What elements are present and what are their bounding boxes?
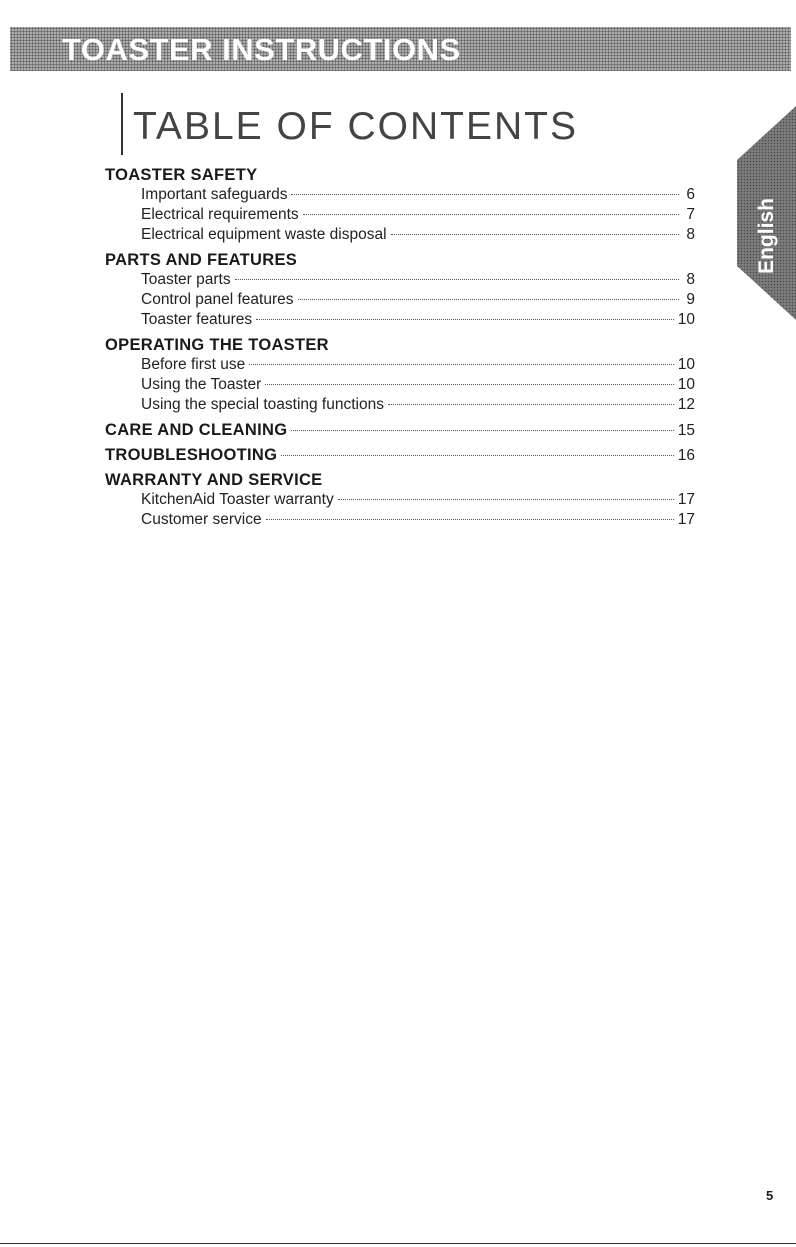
header-band [10, 27, 791, 71]
section-title: TOASTER SAFETY [105, 166, 258, 184]
toc-section [105, 165, 695, 245]
entry-title: Important safeguards [141, 186, 288, 203]
document-title: TOASTER INSTRUCTIONS [62, 32, 461, 67]
dot-leader [281, 455, 674, 456]
page-reference: 15 [677, 422, 695, 439]
language-label: English [755, 198, 778, 274]
toc-entry[interactable] [105, 490, 695, 510]
section-title: CARE AND CLEANING [105, 421, 288, 439]
dot-leader [266, 519, 674, 520]
toc-entry[interactable] [105, 510, 695, 530]
dot-leader [391, 234, 679, 235]
entry-title: Toaster features [141, 311, 253, 328]
dot-leader [256, 319, 674, 320]
entry-title: Toaster parts [141, 271, 231, 288]
dot-leader [249, 364, 674, 365]
dot-leader [303, 214, 679, 215]
page-reference: 10 [677, 356, 695, 373]
entry-title: KitchenAid Toaster warranty [141, 491, 334, 508]
section-title: OPERATING THE TOASTER [105, 336, 329, 354]
page-reference: 16 [677, 447, 695, 464]
language-tab[interactable] [737, 106, 796, 320]
toc-entry[interactable] [105, 290, 695, 310]
heading-accent-bar [121, 93, 123, 155]
toc-entry[interactable] [105, 185, 695, 205]
toc-section-entry[interactable] [105, 420, 695, 440]
entry-title: Before first use [141, 356, 246, 373]
entry-title: Using the special toasting functions [141, 396, 384, 413]
toc-section [105, 335, 695, 415]
toc-section-entry[interactable] [105, 445, 695, 465]
dot-leader [291, 194, 679, 195]
bottom-divider [0, 1243, 796, 1244]
dot-leader [388, 404, 674, 405]
section-title: WARRANTY AND SERVICE [105, 471, 323, 489]
page-reference: 8 [686, 226, 695, 243]
toc-entry[interactable] [105, 375, 695, 395]
section-title: PARTS AND FEATURES [105, 251, 298, 269]
toc-entry[interactable] [105, 270, 695, 290]
toc-section [105, 470, 695, 530]
toc-section [105, 420, 695, 440]
dot-leader [235, 279, 679, 280]
page-reference: 10 [677, 311, 695, 328]
toc-entry[interactable] [105, 225, 695, 245]
page-reference: 10 [677, 376, 695, 393]
toc-entry[interactable] [105, 395, 695, 415]
table-of-contents [105, 165, 695, 530]
page-reference: 17 [677, 491, 695, 508]
page-reference: 7 [686, 206, 695, 223]
page-number: 5 [766, 1188, 774, 1203]
toc-entry[interactable] [105, 205, 695, 225]
dot-leader [298, 299, 679, 300]
page-reference: 12 [677, 396, 695, 413]
entry-title: Using the Toaster [141, 376, 262, 393]
entry-title: Electrical equipment waste disposal [141, 226, 387, 243]
page-reference: 17 [677, 511, 695, 528]
page-title: TABLE OF CONTENTS [133, 105, 578, 148]
dot-leader [265, 384, 673, 385]
page-reference: 9 [686, 291, 695, 308]
section-title: TROUBLESHOOTING [105, 446, 278, 464]
dot-leader [338, 499, 674, 500]
dot-leader [291, 430, 673, 431]
entry-title: Electrical requirements [141, 206, 299, 223]
toc-section [105, 445, 695, 465]
page-reference: 8 [686, 271, 695, 288]
toc-entry[interactable] [105, 355, 695, 375]
entry-title: Control panel features [141, 291, 294, 308]
toc-entry[interactable] [105, 310, 695, 330]
page-reference: 6 [686, 186, 695, 203]
entry-title: Customer service [141, 511, 262, 528]
toc-section [105, 250, 695, 330]
